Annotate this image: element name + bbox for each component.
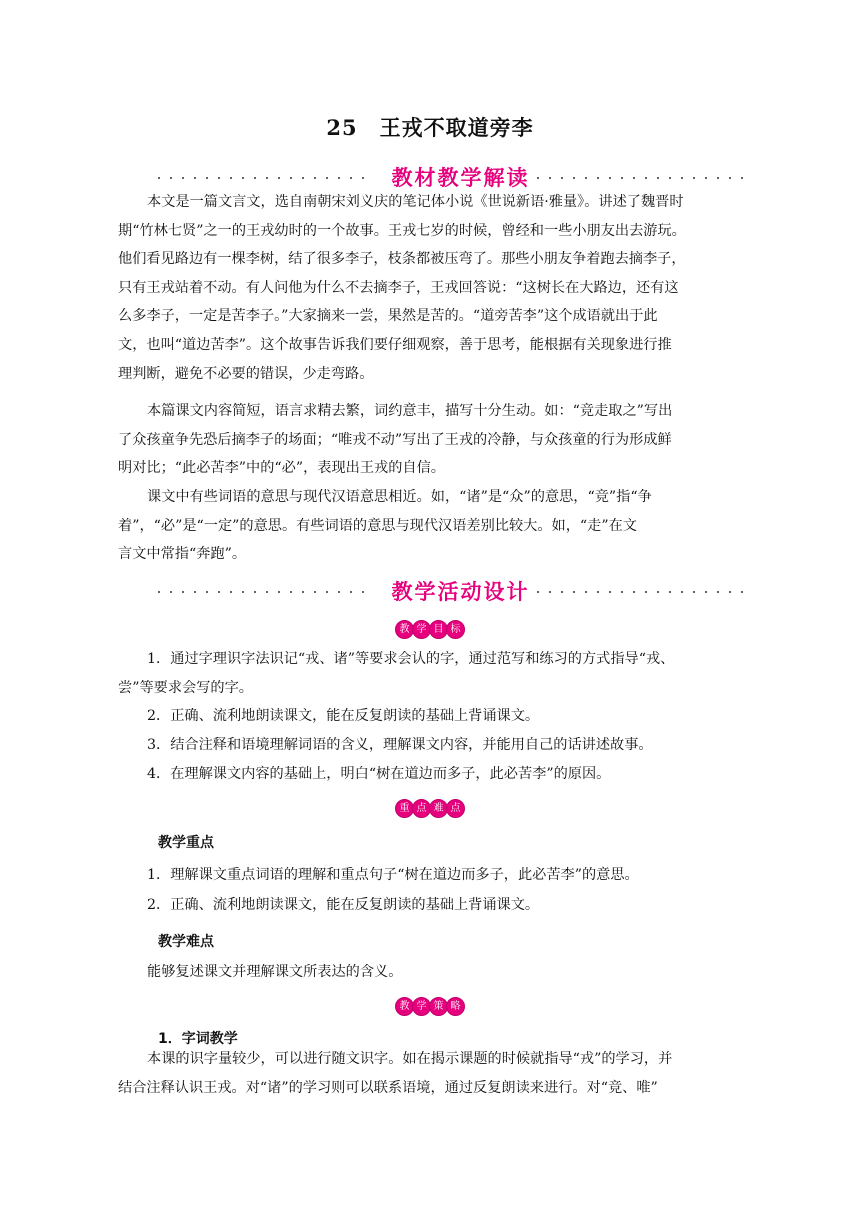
paragraph-1 xyxy=(118,188,744,388)
badge-char: 教 xyxy=(395,997,414,1016)
goal-3: 3．结合注释和语境理解词语的含义，理解课文内容，并能用自己的话讲述故事。 xyxy=(147,737,653,753)
lesson-title xyxy=(0,112,860,142)
text-line: 了众孩童争先恐后摘李子的场面；“唯戎不动”写出了王戎的冷静，与众孩童的行为形成鲜 xyxy=(118,431,672,448)
badge-char: 学 xyxy=(412,620,431,639)
badge-char: 学 xyxy=(412,997,431,1016)
text-line: 着”，“必”是“一定”的意思。有些词语的意思与现代汉语差别比较大。如，“走”在文 xyxy=(118,517,637,534)
goal-1 xyxy=(118,645,744,702)
text-line: 本篇课文内容简短，语言求精去繁，词约意丰，描写十分生动。如：“竞走取之”写出 xyxy=(147,403,673,419)
text-line: 他们看见路边有一棵李树，结了很多李子，枝条都被压弯了。那些小朋友争着跑去摘李子， xyxy=(118,251,686,268)
key-points-heading: 教学重点 xyxy=(158,835,214,851)
badge-key-points xyxy=(0,796,860,816)
strategy-paragraph xyxy=(118,1045,744,1102)
text-line: 期“竹林七贤”之一的王戎幼时的一个故事。王戎七岁的时候，曾经和一些小朋友出去游玩。 xyxy=(118,222,686,239)
key-point-1: 1．理解课文重点词语的理解和重点句子“树在道边而多子，此必苦李”的意思。 xyxy=(147,867,639,883)
goal-2: 2．正确、流利地朗读课文，能在反复朗读的基础上背诵课文。 xyxy=(147,708,540,724)
goal-4: 4．在理解课文内容的基础上，明白“树在道边而多子，此必苦李”的原因。 xyxy=(147,766,611,782)
text-line: 尝”等要求会写的字。 xyxy=(118,679,253,696)
key-point-2: 2．正确、流利地朗读课文，能在反复朗读的基础上背诵课文。 xyxy=(147,897,540,913)
text-line: 结合注释认识王戎。对“诸”的学习则可以联系语境，通过反复朗读来进行。对“竞、唯” xyxy=(118,1079,658,1096)
paragraph-3 xyxy=(118,483,744,569)
badge-char: 难 xyxy=(429,799,448,818)
badge-char: 重 xyxy=(395,799,414,818)
badge-char: 略 xyxy=(446,997,465,1016)
text-line: 么多李子，一定是苦李子。”大家摘来一尝，果然是苦的。“道旁苦李”这个成语就出于此 xyxy=(118,308,658,325)
badge-teaching-goals xyxy=(0,617,860,637)
badge-char: 策 xyxy=(429,997,448,1016)
badge-char: 目 xyxy=(429,620,448,639)
section-banner-activity xyxy=(158,578,763,606)
text-line: 文，也叫“道边苦李”。这个故事告诉我们要仔细观察，善于思考，能根据有关现象进行推 xyxy=(118,336,672,353)
badge-char: 点 xyxy=(412,799,431,818)
badge-teaching-strategy xyxy=(0,994,860,1014)
text-line: 本文是一篇文言文，选自南朝宋刘义庆的笔记体小说《世说新语·雅量》。讲述了魏晋时 xyxy=(147,194,684,210)
text-line: 明对比；“此必苦李”中的“必”，表现出王戎的自信。 xyxy=(118,460,445,477)
difficult-points-heading: 教学难点 xyxy=(158,934,214,950)
badge-char: 教 xyxy=(395,620,414,639)
badge-char: 标 xyxy=(446,620,465,639)
section-heading: 教学活动设计 xyxy=(389,580,533,604)
text-line: 只有王戎站着不动。有人问他为什么不去摘李子，王戎回答说：“这树长在大路边，还有这 xyxy=(118,279,679,296)
strategy-heading: 1．字词教学 xyxy=(158,1031,238,1047)
text-line: 1．通过字理识字法识记“戎、诸”等要求会认的字，通过范写和练习的方式指导“戎、 xyxy=(147,651,675,667)
difficult-point: 能够复述课文并理解课文所表达的含义。 xyxy=(147,964,403,980)
lesson-title-text: 王戎不取道旁李 xyxy=(379,116,534,140)
text-line: 课文中有些词语的意思与现代汉语意思相近。如，“诸”是“众”的意思，“竞”指“争 xyxy=(147,489,652,505)
section-heading: 教材教学解读 xyxy=(389,166,533,190)
text-line: 理判断，避免不必要的错误，少走弯路。 xyxy=(118,365,374,382)
paragraph-2 xyxy=(118,397,744,483)
text-line: 本课的识字量较少，可以进行随文识字。如在揭示课题的时候就指导“戎”的学习，并 xyxy=(147,1051,673,1067)
text-line: 言文中常指“奔跑”。 xyxy=(118,546,247,563)
lesson-number: 25 xyxy=(326,115,358,140)
badge-char: 点 xyxy=(446,799,465,818)
